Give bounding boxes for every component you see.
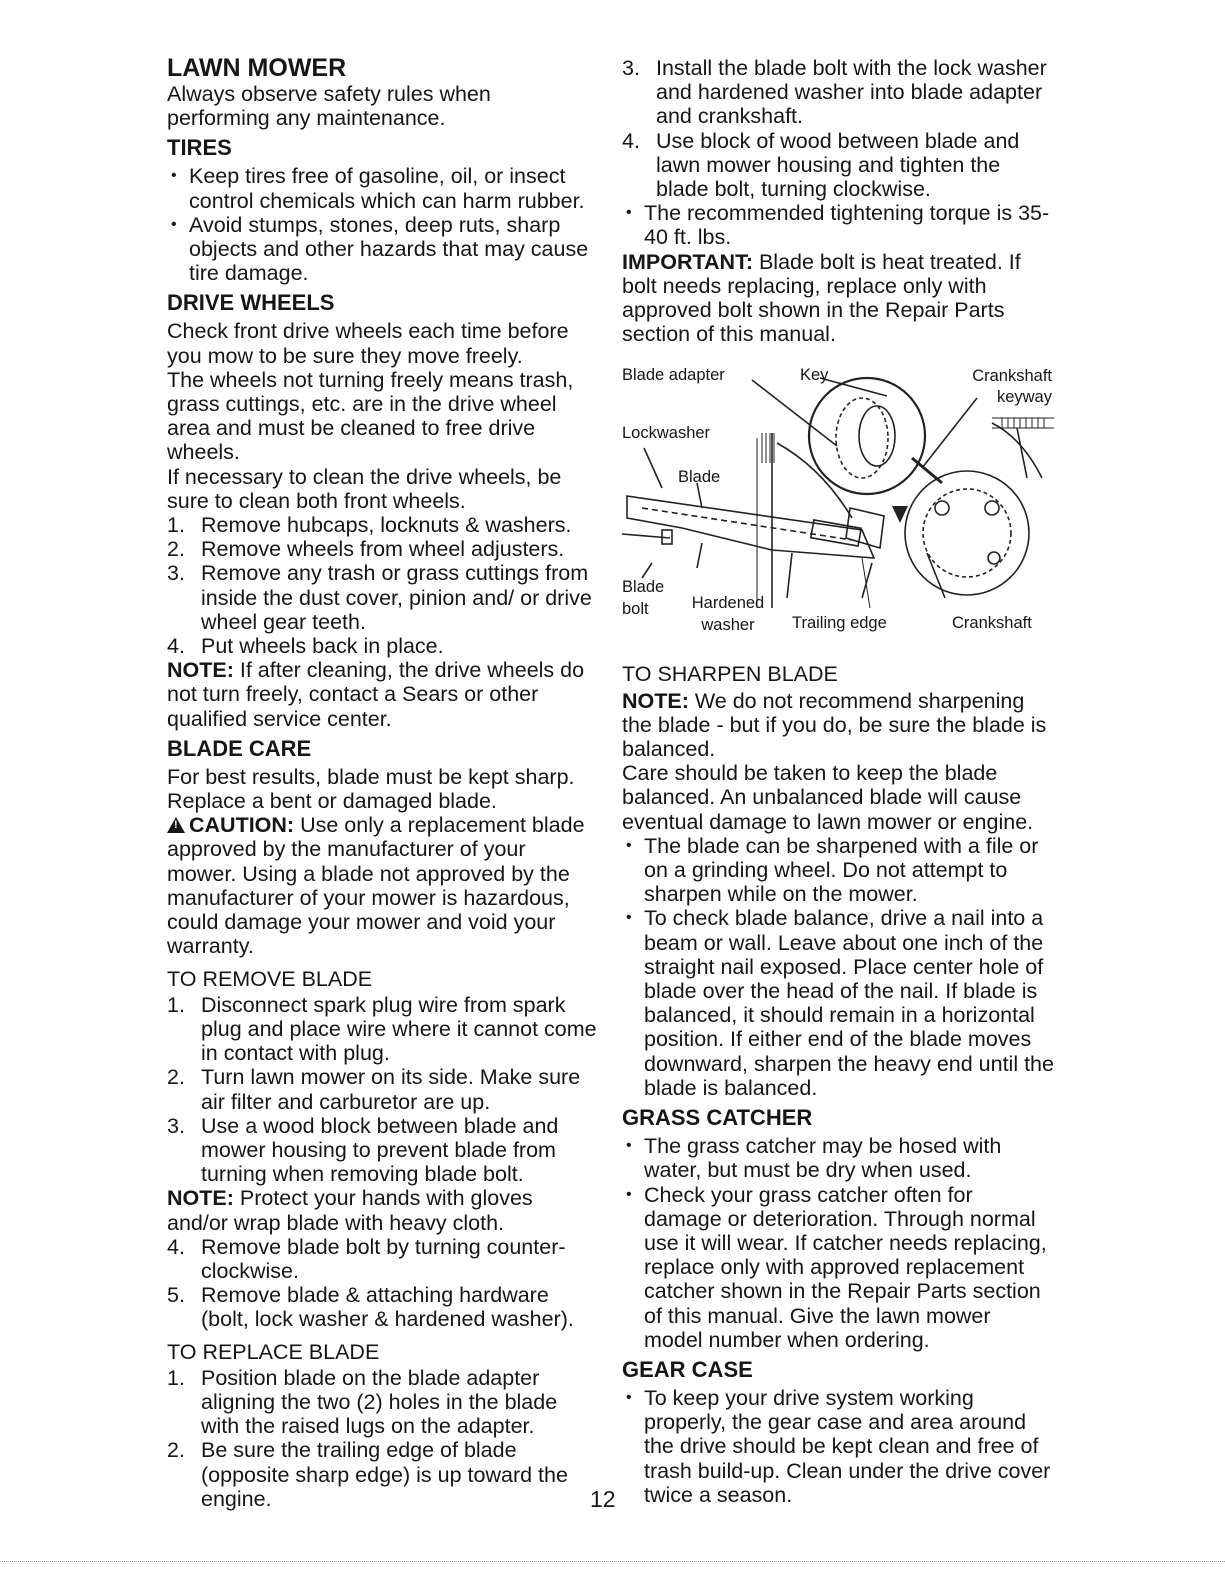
step-text: Turn lawn mower on its side. Make sure air filter and carburetor are up. — [201, 1065, 581, 1114]
left-column — [167, 56, 599, 1511]
important-text: Blade bolt is heat treated. If bolt needs replacing, replace only with approved bolt shown in the Repair Parts section of this manual. — [622, 249, 1021, 347]
label-hardened-washer: Hardened washer — [691, 594, 765, 635]
gear-case-list — [622, 1386, 1054, 1507]
remove-blade-steps — [167, 993, 599, 1187]
step-number: 2. — [167, 1438, 185, 1463]
note-label: NOTE: — [167, 658, 234, 683]
list-item — [167, 634, 599, 658]
drive-wheels-para: The wheels not turning freely means trash, grass cuttings, etc. are in the drive wheel area and must be cleaned to free drive wheels. — [167, 367, 574, 465]
label-lockwasher: Lockwasher — [622, 424, 711, 443]
list-item — [167, 1283, 599, 1331]
grass-catcher-list — [622, 1134, 1054, 1352]
drive-wheels-para: If necessary to clean the drive wheels, be sure to clean both front wheels. — [167, 464, 562, 513]
remove-blade-note — [167, 1186, 599, 1234]
sharpen-list — [622, 834, 1054, 1100]
drive-wheels-note — [167, 658, 599, 731]
step-number: 4. — [622, 128, 640, 153]
tires-list — [167, 164, 599, 285]
note-label: NOTE: — [167, 1186, 234, 1211]
caution-block — [167, 813, 599, 958]
important-block — [622, 250, 1054, 347]
list-item — [167, 1366, 599, 1439]
lawn-mower-intro: Always observe safety rules when performing any maintenance. — [167, 82, 491, 131]
list-item — [167, 1438, 599, 1511]
list-item — [167, 1114, 599, 1187]
list-item — [167, 993, 599, 1066]
list-item: • The blade can be sharpened with a file or on a grinding wheel. Do not attempt to sharpen while on the mower. — [622, 834, 1054, 907]
drive-wheels-steps — [167, 513, 599, 658]
label-crankshaft-keyway: Crankshaft keyway — [972, 367, 1052, 407]
step-text: Install the blade bolt with the lock washer and hardened washer into blade adapter and crankshaft. — [656, 56, 1047, 129]
drive-wheels-para: Check front drive wheels each time before you mow to be sure they move freely. — [167, 319, 569, 368]
note-text: If after cleaning, the drive wheels do not turn freely, contact a Sears or other qualified service center. — [167, 658, 585, 731]
step-number: 1. — [167, 1365, 185, 1390]
step-text: Disconnect spark plug wire from spark plug and place wire where it cannot come in contact with plug. — [201, 992, 597, 1066]
list-item: • Check your grass catcher often for damage or deterioration. Through normal use it will wear. If catcher needs replacing, replace only with approved replacement catcher shown in the Repair Parts section of this manual. Give the lawn mower model number when ordering. — [622, 1183, 1054, 1352]
step-number: 4. — [167, 634, 185, 659]
drive-wheels-heading: DRIVE WHEELS — [167, 290, 335, 316]
sharpen-blade-heading: TO SHARPEN BLADE — [622, 662, 838, 687]
blade-care-heading: BLADE CARE — [167, 735, 312, 761]
sharpen-note — [622, 689, 1054, 762]
step-number: 3. — [622, 56, 640, 80]
step-number: 3. — [167, 1113, 185, 1138]
step-text: Remove blade bolt by turning counter-clockwise. — [201, 1234, 566, 1283]
list-item: • The recommended tightening torque is 35-40 ft. lbs. — [622, 201, 1054, 249]
step-text: Position blade on the blade adapter aligning the two (2) holes in the blade with the raised lugs on the adapter. — [201, 1365, 558, 1439]
remove-blade-steps-continued — [167, 1235, 599, 1332]
step-number: 2. — [167, 537, 185, 562]
list-item — [622, 129, 1054, 202]
list-item: • Keep tires free of gasoline, oil, or insect control chemicals which can harm rubber. — [167, 164, 599, 212]
step-number: 4. — [167, 1234, 185, 1259]
list-item — [167, 537, 599, 561]
label-key: Key — [800, 366, 829, 385]
blade-care-para: For best results, blade must be kept sharp. Replace a bent or damaged blade. — [167, 764, 575, 814]
torque-list — [622, 201, 1054, 249]
replace-blade-steps-continued — [622, 56, 1054, 201]
list-item: • To keep your drive system working properly, the gear case and area around the drive should be kept clean and free of trash build-up. Clean under the drive cover twice a season. — [622, 1386, 1054, 1507]
bottom-divider — [0, 1561, 1225, 1562]
list-item: • The grass catcher may be hosed with water, but must be dry when used. — [622, 1134, 1054, 1182]
step-number: 2. — [167, 1065, 185, 1090]
list-item — [167, 513, 599, 537]
gear-case-heading: GEAR CASE — [622, 1356, 753, 1382]
warning-icon — [167, 817, 185, 833]
step-text: Remove blade & attaching hardware (bolt, lock washer & hardened washer). — [201, 1283, 574, 1332]
tires-heading: TIRES — [167, 135, 232, 161]
label-blade: Blade — [678, 468, 721, 487]
step-number: 3. — [167, 561, 185, 586]
label-crankshaft: Crankshaft — [952, 614, 1032, 633]
list-item: • Avoid stumps, stones, deep ruts, sharp objects and other hazards that may cause tire damage. — [167, 213, 599, 286]
list-item — [622, 56, 1054, 129]
caution-text: Use only a replacement blade approved by the manufacturer of your mower. Using a blade not approved by the manufacturer of your mower is hazardous, could damage your mower and void your warranty. — [167, 813, 585, 959]
step-text: Use a wood block between blade and mower housing to prevent blade from turning when removing blade bolt. — [201, 1113, 559, 1187]
step-text: Use block of wood between blade and lawn mower housing and tighten the blade bolt, turning clockwise. — [656, 128, 1020, 202]
step-text: Put wheels back in place. — [201, 634, 444, 659]
note-label: NOTE: — [622, 688, 689, 713]
blade-assembly-diagram — [622, 358, 1054, 648]
sharpen-para: Care should be taken to keep the blade balanced. An unbalanced blade will cause eventual damage to lawn mower or engine. — [622, 761, 1034, 834]
note-text: Protect your hands with gloves and/or wrap blade with heavy cloth. — [167, 1186, 533, 1235]
label-trailing-edge: Trailing edge — [792, 614, 887, 633]
lawn-mower-heading: LAWN MOWER — [167, 54, 347, 82]
step-text: Remove any trash or grass cuttings from inside the dust cover, pinion and/ or drive wheel gear teeth. — [201, 561, 592, 634]
step-number: 1. — [167, 513, 185, 538]
note-text: We do not recommend sharpening the blade - but if you do, be sure the blade is balanced. — [622, 688, 1047, 762]
list-item: • To check blade balance, drive a nail into a beam or wall. Leave about one inch of the straight nail exposed. Place center hole of blade over the head of the nail. If blade is balanced, it should remain in a horizontal position. If either end of the blade moves downward, sharpen the heavy end until the blade is balanced. — [622, 906, 1054, 1100]
list-item — [167, 1065, 599, 1113]
replace-blade-steps — [167, 1366, 599, 1511]
page-number: 12 — [590, 1486, 616, 1512]
step-text: Remove hubcaps, locknuts & washers. — [201, 513, 572, 538]
list-item — [167, 1235, 599, 1283]
grass-catcher-heading: GRASS CATCHER — [622, 1105, 813, 1131]
remove-blade-heading: TO REMOVE BLADE — [167, 966, 373, 991]
step-text: Be sure the trailing edge of blade (opposite sharp edge) is up toward the engine. — [201, 1438, 568, 1511]
list-item — [167, 561, 599, 634]
step-text: Remove wheels from wheel adjusters. — [201, 537, 565, 562]
right-column — [622, 56, 1054, 1507]
important-label: IMPORTANT: — [622, 249, 753, 274]
step-number: 1. — [167, 992, 185, 1017]
caution-label: CAUTION: — [189, 813, 295, 838]
label-blade-adapter: Blade adapter — [622, 366, 725, 385]
step-number: 5. — [167, 1283, 185, 1308]
replace-blade-heading: TO REPLACE BLADE — [167, 1339, 380, 1364]
label-blade-bolt: Blade bolt — [622, 578, 665, 619]
